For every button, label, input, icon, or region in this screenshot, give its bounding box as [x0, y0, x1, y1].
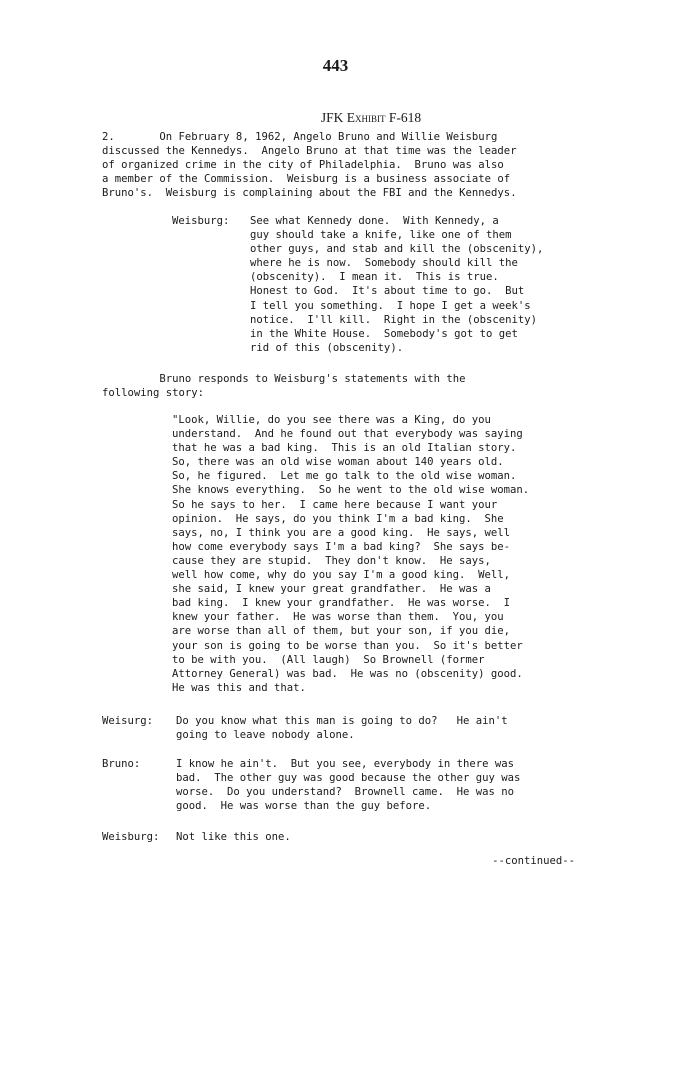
speaker-label: Weisurg: [102, 715, 154, 727]
exhibit-prefix: JFK [320, 110, 347, 125]
intro-paragraph: Bruno responds to Weisburg's statements with the following story: [102, 373, 466, 400]
speaker-label: Weisburg: [172, 215, 230, 227]
story-quote: "Look, Willie, do you see there was a King, do you understand. And he found out that everybody was saying that he was a bad king. This is an old Italian story. So, there was an old wise woman about 140 years old. So, he figured. Let me go talk to the old wise woman. She knows everything. So he went to the old wise woman. So he says to her. I came here because I want your opinion. He says, do you think I'm a bad king. She says, no, I think you are a good king. He says, well how come everybody says I'm a bad king? She says be- cause they are stupid. They don't know. He says, well how come, why do you say I'm a good king. Well, she said, I knew your great grandfather. He was a bad king. I knew your grandfather. He was worse. I knew your father. He was worse than them. You, you are worse than all of them, but your son, if you die, your son is going to be worse than you. So it's better to be with you. (All laugh) So Brownell (former Attorney General) was bad. He was no (obscenity) good. He was this and that. [172, 414, 530, 694]
speech-text: Not like this one. [176, 831, 291, 843]
speaker-label: Weisburg: [102, 831, 160, 843]
exhibit-id: F-618 [385, 110, 422, 125]
continued-marker: --continued-- [492, 855, 575, 867]
speech-text: I know he ain't. But you see, everybody in there was bad. The other guy was good because the other guy was worse. Do you understand? Brownell came. He was no good. He was worse than the guy before. [176, 758, 521, 813]
speech-text: Do you know what this man is going to do? He ain't going to leave nobody alone. [176, 715, 508, 742]
speech-text: See what Kennedy done. With Kennedy, a guy should take a knife, like one of them other guys, and stab and kill the (obscenity), where he is now. Somebody should kill the (obscenity). I mean it. This is true. Honest to God. It's about time to go. But I tell you something. I hope I get a week's notice. I'll kill. Right in the (obscenity) in the White House. Somebody's got to get rid of this (obscenity). [250, 215, 544, 354]
paragraph-1: 2. On February 8, 1962, Angelo Bruno and Willie Weisburg discussed the Kennedys. Angelo Bruno at that time was the leader of organized crime in the city of Philadelphia. Bruno was also a member of the Commission. Weisburg is a business associate of Bruno's. Weisburg is complaining about the FBI and the Kennedys. [102, 131, 517, 200]
page-number: 443 [322, 56, 349, 75]
speaker-label: Bruno: [102, 758, 141, 770]
exhibit-word: Exhibit [346, 110, 386, 125]
exhibit-heading [0, 110, 691, 126]
